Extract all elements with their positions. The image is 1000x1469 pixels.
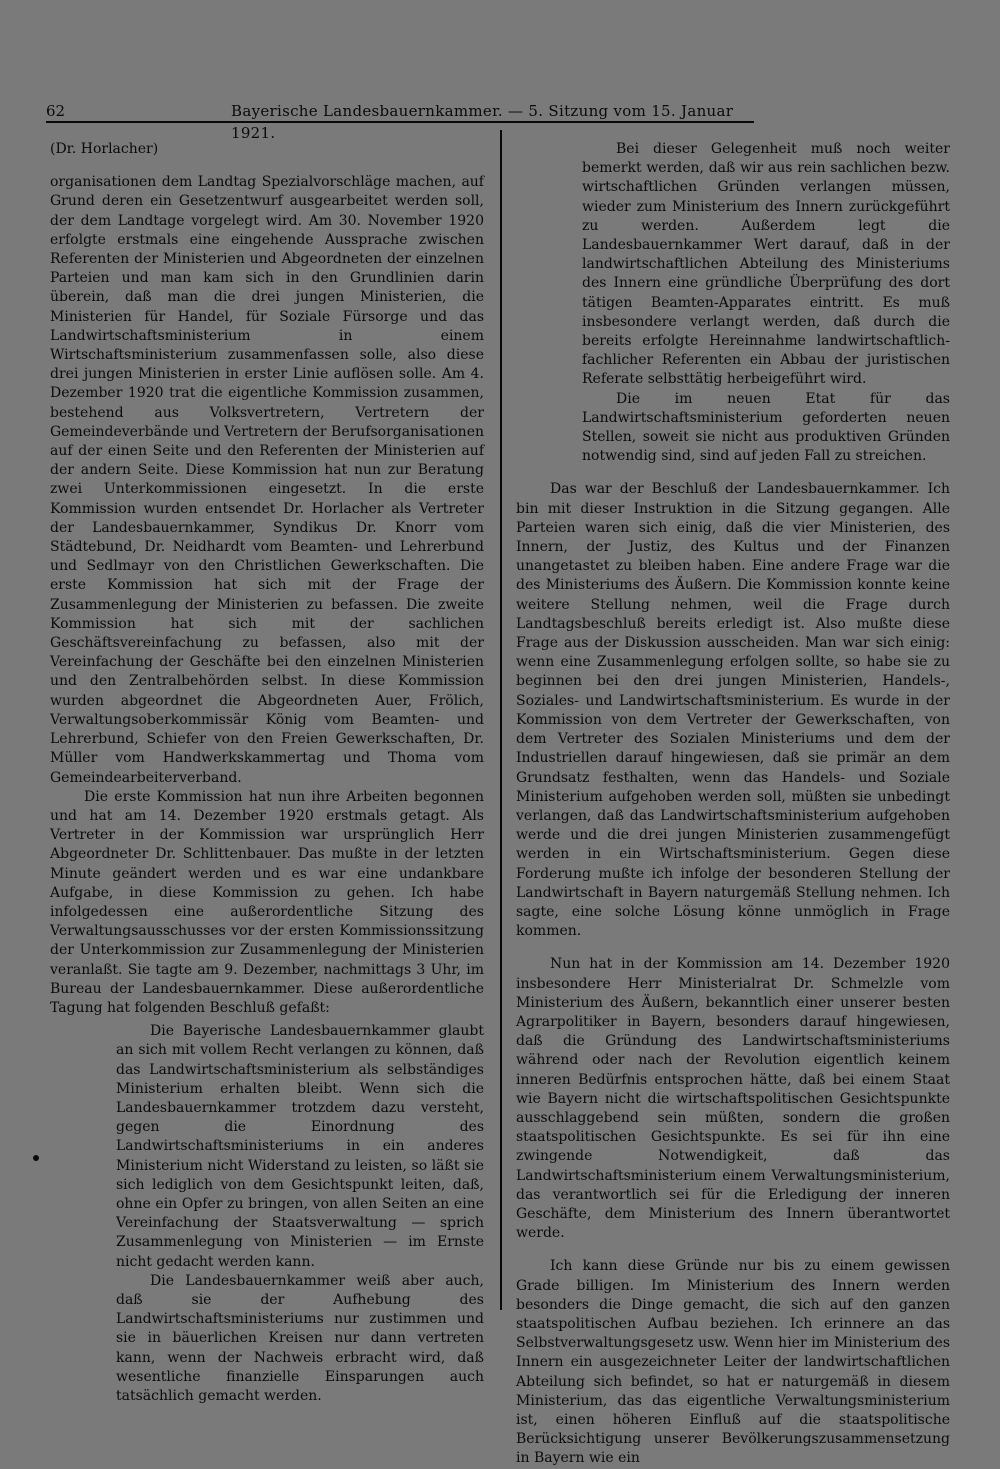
quoted-resolution: Die im neuen Etat für das Landwirtschaftsministerium geforderten neuen Stellen, soweit sie nicht aus produktiven Gründen notwendig sind, sind auf jeden Fall zu streichen. [582,390,950,465]
quoted-resolution: Bei dieser Gelegenheit muß noch weiter bemerkt werden, daß wir aus rein sachlichen bezw. wirtschaftlichen Gründen verlangen müssen, wieder zum Ministerium des Innern zurückgeführt zu werden. Außerdem legt die Landesbauernkammer Wert darauf, daß in der landwirtschaftlichen Abteilung des Ministeriums des Innern eine gründliche Überprüfung des dort tätigen Beamten-Apparates eintritt. Es muß insbesondere verlangt werden, daß durch die bereits erfolgte Hereinnahme landwirtschaftlich-fachlicher Referenten ein Abbau der juristischen Referate selbsttätig herbeigeführt wird. [582,141,950,388]
quoted-resolution: Die Bayerische Landesbauernkammer glaubt an sich mit vollem Recht verlangen zu können, daß das Landwirtschaftsministerium als selbständiges Ministerium erhalten bleibt. Wenn sich die Landesbauernkammer trotzdem dazu versteht, gegen die Einordnung des Landwirtschaftsministeriums in ein anderes Ministerium nicht Widerstand zu leisten, so läßt sie sich lediglich von dem Gesichtspunkt leiten, daß, ohne ein Opfer zu bringen, von allen Seiten an eine Vereinfachung der Staatsverwaltung — sprich Zusammenlegung von Ministerien — im Ernste nicht gedacht werden kann. [116,1023,484,1270]
margin-dot [33,1155,39,1161]
column-divider [500,130,502,1310]
paragraph: Die erste Kommission hat nun ihre Arbeiten begonnen und hat am 14. Dezember 1920 erstmals getagt. Als Vertreter in der Kommission war ursprünglich Herr Abgeordneter Dr. Schlittenbauer. Das mußte in der letzten Minute geändert werden und es war eine undankbare Aufgabe, in diese Kommission zu gehen. Ich habe infolgedessen eine außerordentliche Sitzung des Verwaltungsausschusses vor der ersten Kommissionssitzung der Unterkommission zur Zusammenlegung der Ministerien veranlaßt. Sie tagte am 9. Dezember, nachmittags 3 Uhr, im Bureau der Landesbauernkammer. Diese außerordentliche Tagung hat folgenden Beschluß gefaßt: [50,788,484,1016]
header-rule [46,121,754,123]
speaker-label: (Dr. Horlacher) [50,141,159,157]
quoted-resolution: Die Landesbauernkammer weiß aber auch, daß sie der Aufhebung des Landwirtschaftsministeriums nur zustimmen und sie in bäuerlichen Kreisen nur dann vertreten kann, wenn der Nachweis erbracht wird, daß wesentliche finanzielle Einsparungen auch tatsächlich gemacht werden. [116,1272,484,1404]
paragraph: Ich kann diese Gründe nur bis zu einem gewissen Grade billigen. Im Ministerium des Innern werden besonders die Dinge gemacht, die sich auf den ganzen staatspolitischen Aufbau beziehen. Ich erinnere an das Selbstverwaltungsgesetz usw. Wenn hier im Ministerium des Innern ein ausgezeichneter Leiter der landwirtschaftlichen Abteilung sich befindet, so hat er naturgemäß in diesem Ministerium, das das eigentliche Verwaltungsministerium ist, einen höheren Einfluß auf die staatspolitische Berücksichtigung unserer Bevölkerungszusammensetzung in Bayern wie ein [516,1258,950,1467]
paragraph: organisationen dem Landtag Spezialvorschläge machen, auf Grund deren ein Gesetzentwurf ausgearbeitet werden soll, der dem Landtage vorgelegt wird. Am 30. November 1920 erfolgte erstmals eine eingehende Aussprache zwischen Referenten der Ministerien und Abgeordneten der einzelnen Parteien und man kam sich in den Grundlinien darin überein, daß man die drei jungen Ministerien, die Ministerien für Handel, für Soziale Fürsorge und das Landwirtschaftsministerium in einem Wirtschaftsministerium zusammenfassen solle, also diese drei jungen Ministerien in erster Linie auflösen solle. Am 4. Dezember 1920 trat die eigentliche Kommission zusammen, bestehend aus Volksvertretern, Vertretern der Gemeindeverbände und Vertretern der Berufsorganisationen auf der einen Seite und den Referenten der Ministerien auf der andern Seite. Diese Kommission hat nun zur Beratung zwei Unterkommissionen eingesetzt. In die erste Kommission wurden entsendet Dr. Horlacher als Vertreter der Landesbauernkammer, Syndikus Dr. Knorr vom Städtebund, Dr. Neidhardt vom Beamten- und Lehrerbund und Sedlmayr von den Christlichen Gewerkschaften. Die erste Kommission hat sich mit der Frage der Zusammenlegung der Ministerien zu befassen. Die zweite Kommission hat sich mit der sachlichen Geschäftsvereinfachung zu befassen, also mit der Vereinfachung der Geschäfte bei den einzelnen Ministerien und den Zentralbehörden selbst. In diese Kommission wurden abgeordnet die Abgeordneten Auer, Frölich, Verwaltungsoberkommissär König vom Beamten- und Lehrerbund, Schiefer von den Freien Gewerkschaften, Dr. Müller vom Handwerkskammertag und Thoma vom Gemeindearbeiterverband. [50,174,484,786]
paragraph: Nun hat in der Kommission am 14. Dezember 1920 insbesondere Herr Ministerialrat Dr. Schmelzle vom Ministerium des Äußern, bekanntlich einer unserer besten Agrarpolitiker in Bayern, besonders darauf hingewiesen, daß die Gründung des Landwirtschaftsministeriums während oder nach der Revolution eigentlich keinem inneren Bedürfnis entsprochen hätte, daß bei einem Staat wie Bayern nicht die wirtschaftspolitischen Gesichtspunkte ausschlaggebend sein müßten, sondern die großen staatspolitischen Gesichtspunkte. Es sei für ihn eine zwingende Notwendigkeit, daß das Landwirtschaftsministerium einem Verwaltungsministerium, das verantwortlich sei für die Erledigung der inneren Geschäfte, dem Ministerium des Innern überantwortet werde. [516,956,950,1242]
page-header [46,100,748,142]
right-column [516,140,950,1469]
page-number: 62 [46,102,66,120]
running-title: Bayerische Landesbauernkammer. — 5. Sitzung vom 15. Januar 1921. [231,102,734,142]
left-column [50,140,484,1406]
paragraph: Das war der Beschluß der Landesbauernkammer. Ich bin mit dieser Instruktion in die Sitzung gegangen. Alle Parteien waren sich einig, daß die vier Ministerien, des Innern, der Justiz, des Kultus und der Finanzen unangetastet zu bleiben haben. Eine andere Frage war die des Ministeriums des Äußern. Die Kommission konnte keine weitere Stellung nehmen, weil die Frage durch Landtagsbeschluß bereits erledigt ist. Also mußte diese Frage aus der Diskussion ausscheiden. Man war sich einig: wenn eine Zusammenlegung erfolgen sollte, so habe sie zu beginnen bei den drei jungen Ministerien, Handels-, Soziales- und Landwirtschaftsministerium. Es wurde in der Kommission von dem Vertreter der Gewerkschaften, von dem Vertreter des Sozialen Ministeriums und dem der Industriellen darauf hingewiesen, daß sie primär an dem Grundsatz festhalten, wenn das Handels- und Soziale Ministerium aufgehoben werden soll, müßten sie unbedingt verlangen, daß das Landwirtschaftsministerium aufgehoben werde und die drei jungen Ministerien zusammengefügt werden in ein Wirtschaftsministerium. Gegen diese Forderung mußte ich infolge der besonderen Stellung der Landwirtschaft in Bayern naturgemäß Stellung nehmen. Ich sagte, eine solche Lösung könne unmöglich in Frage kommen. [516,481,950,940]
